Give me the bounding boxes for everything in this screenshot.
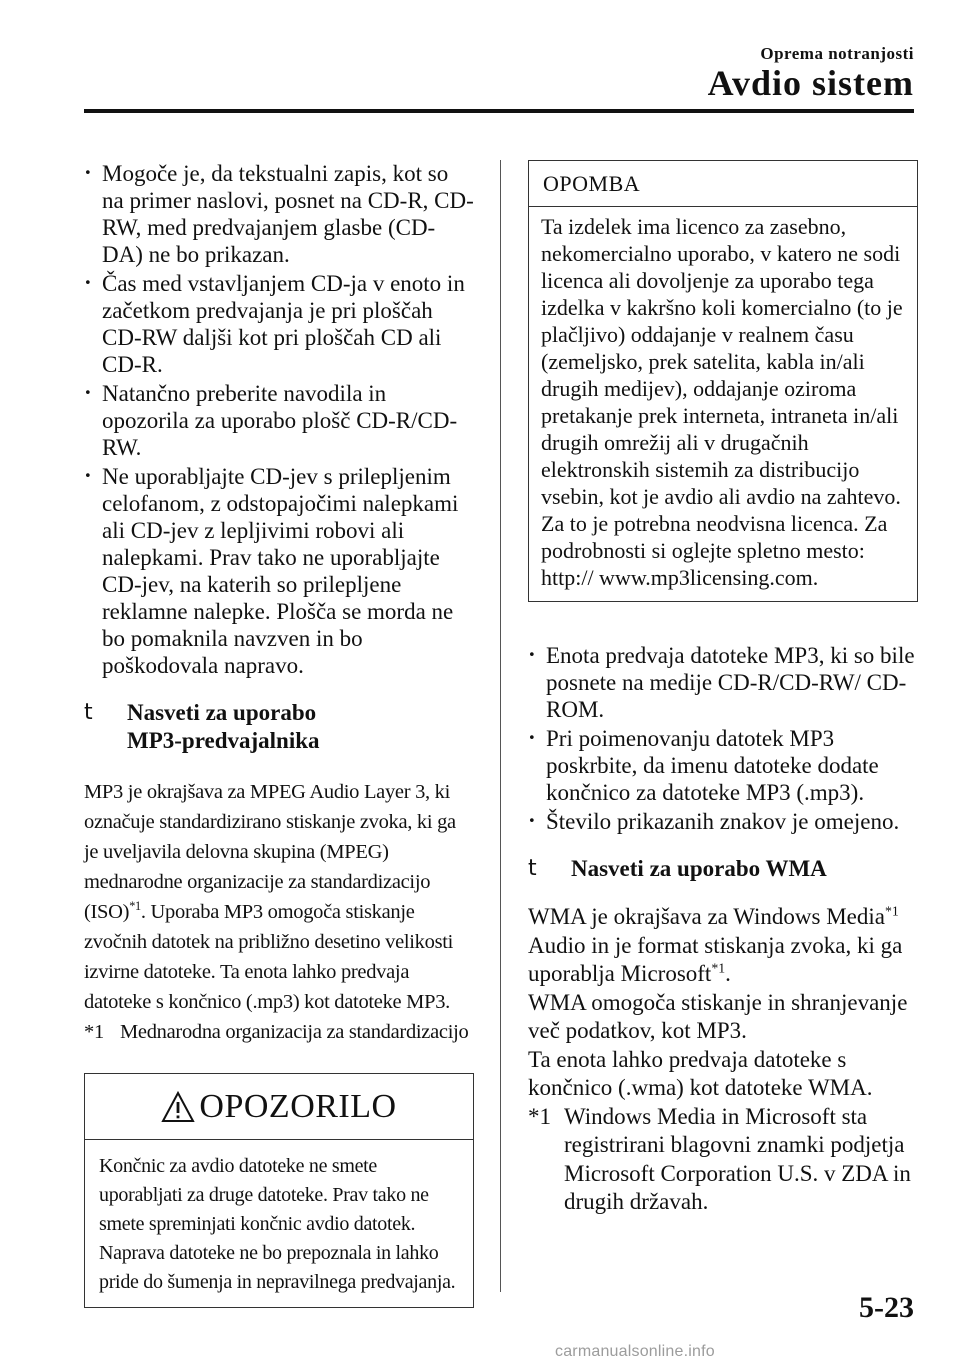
watermark: carmanualsonline.info — [555, 1343, 715, 1360]
column-divider — [500, 160, 501, 1292]
footnote-text: Mednarodna organizacija za standardizacijo — [120, 1021, 469, 1043]
wma-paragraph-3: Ta enota lahko predvaja datoteke s končnico (.wma) kot datoteke WMA. — [528, 1046, 873, 1100]
footnote-mark: *1 — [84, 1021, 104, 1043]
right-column — [528, 160, 918, 1217]
list-item: · Pri poimenovanju datotek MP3 poskrbite, da imenu datoteke dodate končnico za datoteke MP3 (.mp3). — [528, 725, 918, 806]
wma-heading — [528, 855, 918, 883]
page-title: Avdio sistem — [707, 63, 914, 103]
wma-footnote — [528, 1103, 918, 1217]
mp3-bullet-list — [528, 642, 918, 835]
list-item: · Enota predvaja datoteke MP3, ki so bile posnete na medije CD-R/CD-RW/ CD-ROM. — [528, 642, 918, 723]
warning-text: Končnic za avdio datoteke ne smete uporabljati za druge datoteke. Prav tako ne smete spreminjati končnic avdio datotek. Naprava datoteke ne bo prepoznala in lahko pride do šumenja in nepravilnega predvajanja. — [99, 1155, 456, 1293]
warning-box — [84, 1073, 474, 1308]
mp3-heading-line2: MP3-predvajalnika — [127, 728, 320, 753]
left-column — [84, 160, 474, 1308]
mp3-heading — [84, 699, 474, 755]
wma-paragraph-2: WMA omogoča stiskanje in shranjevanje več podatkov, kot MP3. — [528, 989, 908, 1043]
section-marker-icon: t — [84, 700, 93, 725]
wma-heading-text: Nasveti za uporabo WMA — [571, 856, 827, 881]
mp3-paragraph: MP3 je okrajšava za MPEG Audio Layer 3, ki označuje standardizirano stiskanje zvoka, ki ga je uveljavila delovna skupina (MPEG) mednarodne organizacije za standardizacijo (ISO)$^{*1}$. Uporaba MP3 omogoča stiskanje zvočnih datotek na približno desetino velikosti izvirne datoteke. Ta enota lahko predvaja datoteke s končnico (.mp3) kot datoteke MP3. — [84, 781, 456, 1013]
footnote-mark: *1 — [528, 1103, 551, 1129]
footnote-ref: *1 — [129, 899, 141, 914]
page-number: 5-23 — [859, 1291, 914, 1324]
note-text: Ta izdelek ima licenco za zasebno, nekomercialno uporabo, v katero ne sodi licenca ali dovoljenje za uporabo tega izdelka v kakršno koli komercialno (to je plačljivo) oddajanje v realnem času (zemeljsko, prek satelita, kabla in/ali drugih medijev), oddajanje oziroma pretakanje prek interneta, intraneta in/ali drugih omrežij ali v drugačnih elektronskih sistemih za distribucijo vsebin, kot je avdio ali avdio na zahtevo. Za to je potrebna neodvisna licenca. Za podrobnosti si oglejte spletno mesto: http:// www.mp3licensing.com. — [541, 214, 903, 590]
section-name: Oprema notranjosti — [760, 44, 914, 63]
cd-bullet-list — [84, 160, 474, 679]
footnote-ref: *1 — [711, 960, 726, 976]
header-rule — [84, 109, 914, 113]
footnote-text: Windows Media in Microsoft sta registrirani blagovni znamki podjetja Microsoft Corporation U.S. v ZDA in drugih državah. — [564, 1103, 911, 1214]
list-item: · Število prikazanih znakov je omejeno. — [528, 808, 918, 835]
note-box — [528, 160, 918, 602]
note-title: OPOMBA — [529, 161, 917, 207]
mp3-footnote — [84, 1017, 474, 1047]
warning-title: OPOZORILO — [199, 1087, 397, 1125]
list-item: · Mogoče je, da tekstualni zapis, kot so na primer naslovi, posnet na CD-R, CD-RW, med predvajanjem glasbe (CD-DA) ne bo prikazan. — [84, 160, 474, 268]
wma-paragraph: WMA je okrajšava za Windows Media$^{*1}$ Audio in je format stiskanja zvoka, ki ga uporablja Microsoft$^{*1}$. — [528, 903, 903, 986]
list-item: · Natančno preberite navodila in opozorila za uporabo plošč CD-R/CD-RW. — [84, 380, 474, 461]
warning-triangle-icon — [161, 1091, 195, 1123]
mp3-heading-line1: Nasveti za uporabo — [127, 700, 317, 725]
section-marker-icon: t — [528, 856, 537, 881]
warning-header — [85, 1074, 473, 1140]
footnote-ref: *1 — [884, 903, 899, 919]
list-item: · Čas med vstavljanjem CD-ja v enoto in začetkom predvajanja je pri ploščah CD-RW daljši kot pri ploščah CD ali CD-R. — [84, 270, 474, 378]
list-item: · Ne uporabljajte CD-jev s prilepljenim celofanom, z odstopajočimi nalepkami ali CD-jev z lepljivimi robovi ali nalepkami. Prav tako ne uporabljajte CD-jev, na katerih so prilepljene reklamne nalepke. Plošča se morda ne bo pomaknila navzven in bo poškodovala napravo. — [84, 463, 474, 679]
